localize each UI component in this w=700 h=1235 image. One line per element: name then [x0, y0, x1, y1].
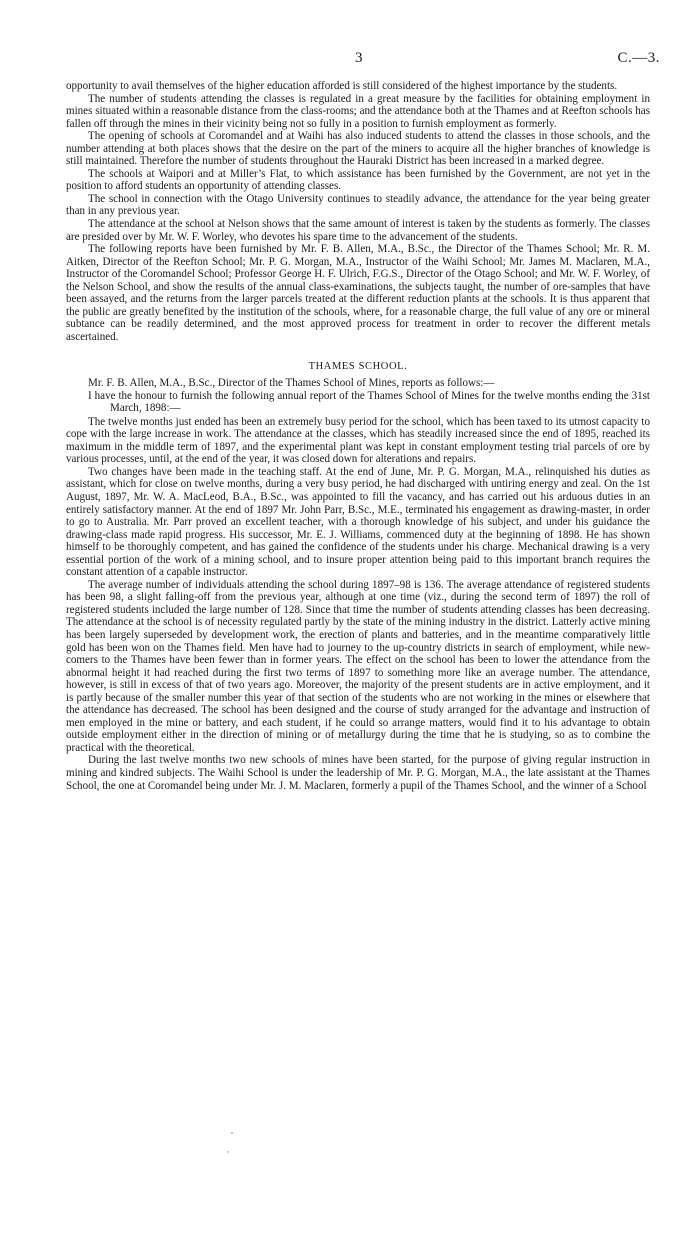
document-body: [66, 80, 650, 792]
section-title: THAMES SCHOOL.: [308, 361, 408, 373]
paragraph: During the last twelve months two new schools of mines have been started, for the purpose of giving regular instruction in mining and kindred subjects. The Waihi School is under the leadership of Mr. P. G. Morgan, M.A., the late assistant at the Thames School, the one at Coromandel being under Mr. J. M. Maclaren, formerly a pupil of the Thames School, and the winner of a School: [66, 754, 650, 792]
paragraph: The following reports have been furnished by Mr. F. B. Allen, M.A., B.Sc., the Director of the Thames School; Mr. R. M. Aitken, Director of the Reefton School; Mr. P. G. Morgan, M.A., Instructor of the Waihi School; Mr. James M. Maclaren, M.A., Instructor of the Coromandel School; Professor George H. F. Ulrich, F.G.S., Director of the Otago School; and Mr. W. F. Worley, of the Nelson School, and show the results of the annual class-examinations, the subjects taught, the number of ore-samples that have been assayed, and the returns from the larger parcels treated at the different reduction plants at the schools. It is thus apparent that the public are greatly benefited by the institution of the schools, where, for a reasonable charge, the full value of any ore or mineral subtance can be readily determined, and the most approved process for treatment in order to recover the different metals ascertained.: [66, 243, 650, 343]
scan-speck: [231, 1132, 233, 1134]
scan-speck: [227, 1151, 228, 1152]
paragraph: The twelve months just ended has been an extremely busy period for the school, which has been taxed to its utmost capacity to cope with the large increase in work. The attendance at the classes, which has steadily increased since the end of 1895, reached its maximum in the middle term of 1897, and the experimental plant was kept in constant employment testing trial parcels of ore by various processes, until, at the end of the year, it was closed down for alterations and repairs.: [66, 415, 650, 466]
paragraph: The number of students attending the classes is regulated in a great measure by the facilities for obtaining employment in mines situated within a reasonable distance from the class-rooms; and the attendance both at the Thames and at Reefton schools has fallen off through the mines in their vicinity being not so fully in a position to furnish employment as formerly.: [66, 92, 650, 130]
paragraph: Two changes have been made in the teaching staff. At the end of June, Mr. P. G. Morgan, M.A., relinquished his duties as assistant, which for close on twelve months, during a very busy period, he had discharged with untiring energy and zeal. On the 1st August, 1897, Mr. W. A. MacLeod, B.A., B.Sc., was appointed to fill the vacancy, and has carried out his arduous duties in an entirely satisfactory manner. At the end of 1897 Mr. John Parr, B.Sc., M.E., terminated his engagement as drawing-master, in order to go to Australia. Mr. Parr proved an excellent teacher, with a thorough knowledge of his subject, and under his guidance the drawing-class made rapid progress. His successor, Mr. E. J. Williams, commenced duty at the beginning of 1898. He has shown himself to be thoroughly competent, and has gained the confidence of the students under his charge. Mechanical drawing is a very essential portion of the work of a mining school, and to insure proper attention being paid to this important branch requires the constant attention of a capable instructor.: [66, 465, 650, 579]
paragraph-continuation: opportunity to avail themselves of the higher education afforded is still considered of the highest importance by the students.: [66, 80, 618, 92]
paragraph: The schools at Waipori and at Miller’s Flat, to which assistance has been furnished by the Government, are not yet in the position to afford students an opportunity of attending classes.: [66, 167, 650, 193]
document-reference: C.—3.: [617, 50, 660, 66]
paragraph: The opening of schools at Coromandel and at Waihi has also induced students to attend the classes in those schools, and the number attending at both places shows that the desire on the part of the miners to acquire all the higher branches of knowledge is still maintained. Therefore the number of students throughout the Hauraki District has been increased in a marked degree.: [66, 130, 650, 168]
page-header: [0, 50, 700, 70]
paragraph-report-intro: Mr. F. B. Allen, M.A., B.Sc., Director of the Thames School of Mines, reports as follows:—: [88, 377, 495, 390]
paragraph-letter-opening: I have the honour to furnish the following annual report of the Thames School of Mines for the twelve months ending the 31st March, 1898:—: [88, 389, 650, 415]
paragraph: The attendance at the school at Nelson shows that the same amount of interest is taken by the students as formerly. The classes are presided over by Mr. W. F. Worley, who devotes his spare time to the advancement of the students.: [66, 218, 650, 243]
paragraph: The average number of individuals attending the school during 1897–98 is 136. The average attendance of registered students has been 98, a slight falling-off from the previous year, although at one time (viz., during the second term of 1897) the roll of registered students included the large number of 128. Since that time the number of students attending classes has been decreasing. The attendance at the school is of necessity regulated partly by the state of the mining industry in the district. Latterly active mining has been largely superseded by development work, the erection of plants and batteries, and in the meantime comparatively little gold has been won on the Thames field. Men have had to journey to the up-country districts in search of employment, while new-comers to the Thames have been fewer than in former years. The effect on the school has been to lower the attendance from the abnormal height it had reached during the first two terms of 1897 to something more like an average number. The attendance, however, is still in excess of that of two years ago. Moreover, the majority of the present students are in active employment, and it is partly because of the smaller number this year of that section of the students who are not working in the mines or elsewhere that the attendance has decreased. The school has been designed and the course of study arranged for the advantage and instruction of men employed in the mine or battery, and each student, if he could so arrange matters, would find it to his advantage to obtain outside employment either in the direction of mining or of metallurgy during the time that he is studying, so as to combine the practical with the theoretical.: [66, 578, 650, 754]
paragraph: The school in connection with the Otago University continues to steadily advance, the attendance for the year being greater than in any previous year.: [66, 192, 650, 218]
page-number: 3: [355, 50, 363, 66]
